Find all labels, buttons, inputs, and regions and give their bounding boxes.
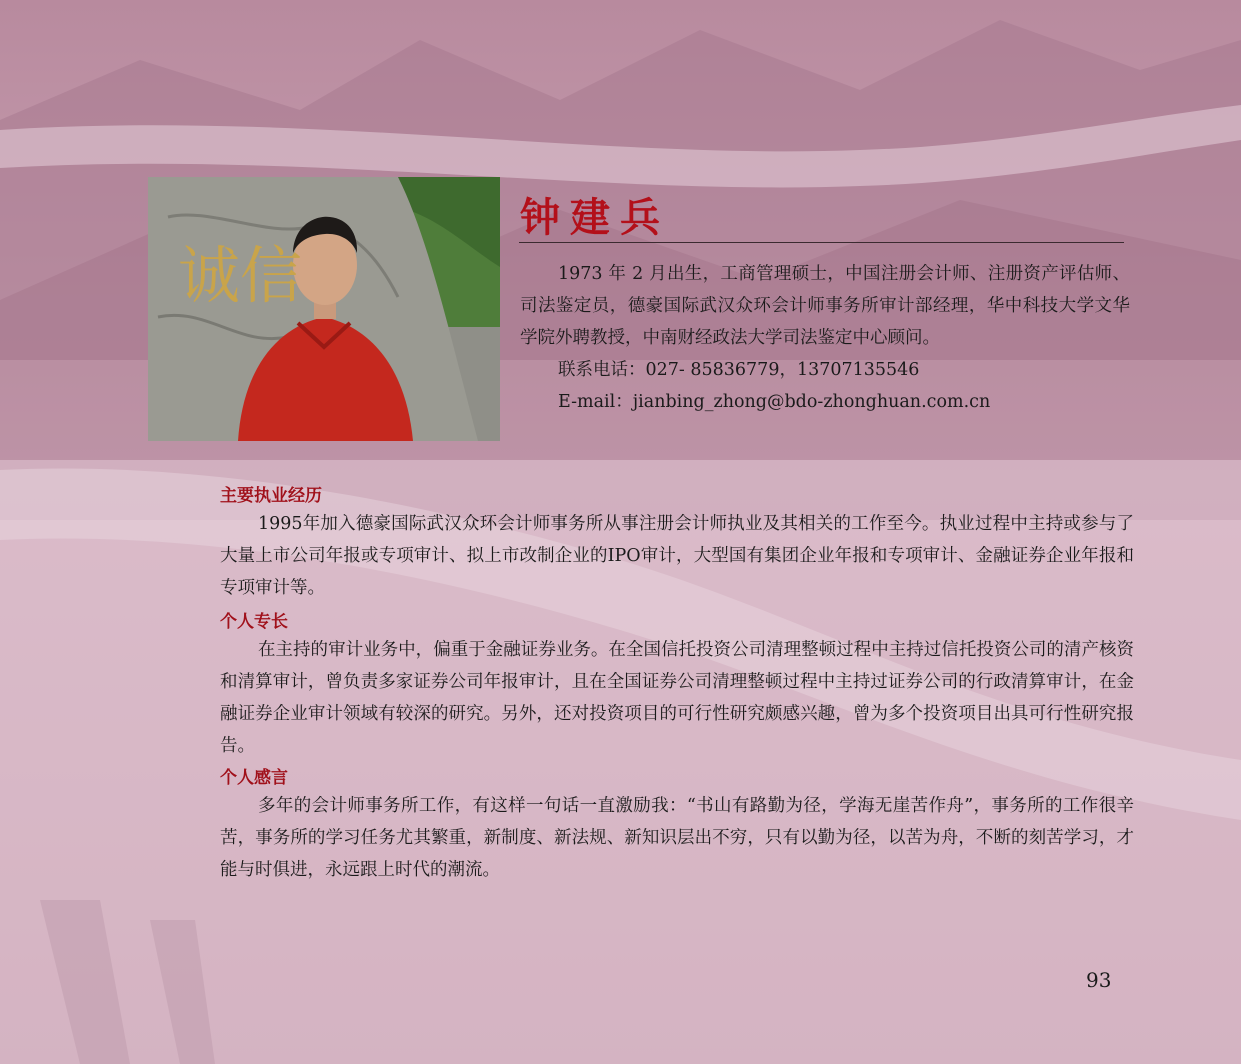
section-reflection — [220, 766, 1134, 886]
bio-block — [520, 258, 1130, 418]
portrait-illustration — [148, 177, 500, 441]
contact-phone: 联系电话：027- 85836779，13707135546 — [558, 360, 920, 380]
section-body: 在主持的审计业务中，偏重于金融证券业务。在全国信托投资公司清理整顿过程中主持过信托投资公司的清产核资和清算审计，曾负责多家证券公司年报审计，且在全国证券公司清理整顿过程中主持过证券公司的行政清算审计，在金融证券企业审计领域有较深的研究。另外，还对投资项目的可行性研究颇感兴趣，曾为多个投资项目出具可行性研究报告。 — [220, 640, 1134, 756]
name-divider — [519, 242, 1124, 243]
section-body: 多年的会计师事务所工作，有这样一句话一直激励我：“书山有路勤为径，学海无崖苦作舟”，事务所的工作很辛苦，事务所的学习任务尤其繁重，新制度、新法规、新知识层出不穷，只有以勤为径，以苦为舟，不断的刻苦学习，才能与时俱进，永远跟上时代的潮流。 — [220, 796, 1134, 880]
section-title: 个人感言 — [220, 768, 288, 788]
bio-text: 1973 年 2 月出生，工商管理硕士，中国注册会计师、注册资产评估师、司法鉴定员，德豪国际武汉众环会计师事务所审计部经理，华中科技大学文华学院外聘教授，中南财经政法大学司法鉴定中心顾问。 — [520, 264, 1130, 348]
section-experience — [220, 484, 1134, 604]
section-title: 主要执业经历 — [220, 486, 322, 506]
section-body: 1995年加入德豪国际武汉众环会计师事务所从事注册会计师执业及其相关的工作至今。执业过程中主持或参与了大量上市公司年报或专项审计、拟上市改制企业的IPO审计，大型国有集团企业年报和专项审计、金融证券企业年报和专项审计等。 — [220, 514, 1134, 598]
contact-email[interactable]: E-mail：jianbing_zhong@bdo-zhonghuan.com.cn — [558, 392, 991, 412]
person-name: 钟建兵 — [520, 194, 670, 241]
page-number: 93 — [1086, 968, 1112, 992]
photo-calligraphy: 诚信 — [178, 239, 303, 312]
portrait-photo — [148, 177, 500, 441]
section-title: 个人专长 — [220, 612, 288, 632]
section-expertise — [220, 610, 1134, 762]
